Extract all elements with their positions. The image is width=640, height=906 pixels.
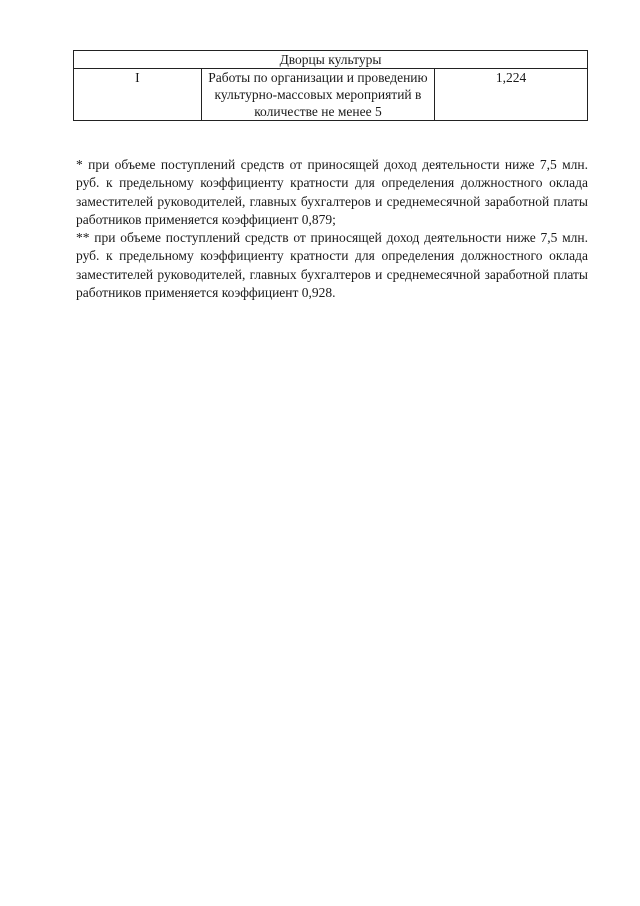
footnote-single-asterisk: * при объеме поступлений средств от приносящей доход деятельности ниже 7,5 млн. руб. к предельному коэффициенту кратности для определения должностного оклада заместителей руководителей, главных бухгалтеров и среднемесячной заработной платы работников применяется коэффициент 0,879; [76,157,588,227]
footnotes [76,156,588,302]
footnote-double-asterisk: ** при объеме поступлений средств от приносящей доход деятельности ниже 7,5 млн. руб. к предельному коэффициенту кратности для определения должностного оклада заместителей руководителей, главных бухгалтеров и среднемесячной заработной платы работников применяется коэффициент 0,928. [76,230,588,301]
coefficient-cell: 1,224 [435,69,588,121]
group-number-cell: I [74,69,202,121]
table-section-header-row [74,51,588,69]
table-row [74,69,588,121]
section-header-cell: Дворцы культуры [74,51,588,69]
description-cell: Работы по организации и проведению культурно-массовых мероприятий в количестве не менее 5 [201,69,434,121]
coefficients-table [73,50,588,121]
